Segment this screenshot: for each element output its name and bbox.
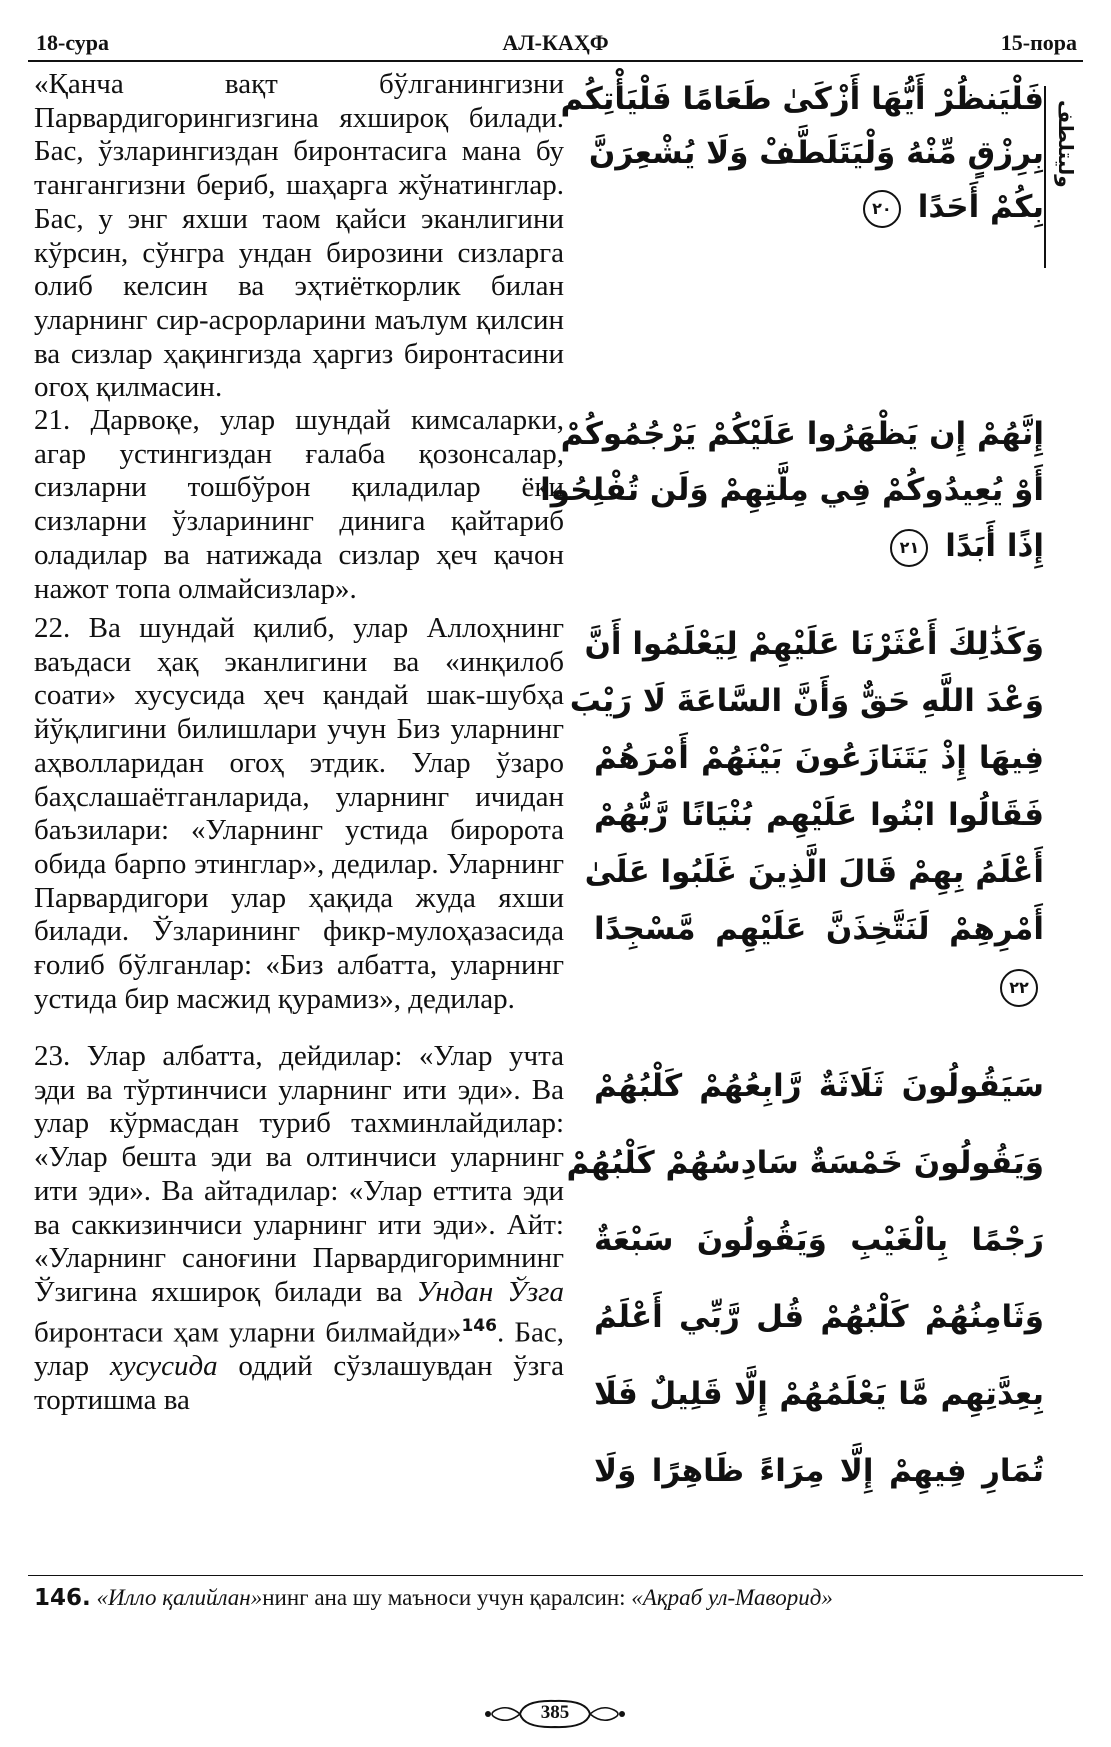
footnote-divider xyxy=(28,1575,1083,1576)
ayah-number-marker: ٢١ xyxy=(890,529,928,567)
translation-text: «Қанча вақт бўлганингизни Парвардигорингизгина яхшироқ билади. Бас, ўзларингиздан биронтасига мана бу тангангизни бериб, шаҳарга жўнатинглар. Бас, у энг яхши таом қайси эканлигини кўрсин, сўнгра ундан бирозини сизларга олиб келсин ва эҳтиёткорлик билан уларнинг сир-асрорларини маълум қилсин ва сизлар ҳақингизда ҳаргиз биронтасини огоҳ қилмасин. xyxy=(34,68,564,404)
page-number: 385 xyxy=(540,1702,570,1723)
arabic-line: وَثَامِنُهُمْ كَلْبُهُمْ قُل رَّبِّي أَعْلَمُ xyxy=(594,1299,1044,1335)
arabic-line: إِنَّهُمْ إِن يَظْهَرُوا عَلَيْكُمْ يَرْجُمُوكُمْ xyxy=(560,416,1044,452)
arabic-line: سَيَقُولُونَ ثَلَاثَةٌ رَّابِعُهُمْ كَلْبُهُمْ xyxy=(594,1068,1044,1104)
arabic-text xyxy=(569,616,1044,1015)
arabic-line: أَوْ يُعِيدُوكُمْ فِي مِلَّتِهِمْ وَلَن تُفْلِحُوا xyxy=(540,472,1044,508)
arabic-line: فِيهَا إِذْ يَتَنَازَعُونَ بَيْنَهُمْ أَمْرَهُمْ xyxy=(594,740,1044,776)
arabic-line: بِكُمْ أَحَدًا xyxy=(917,189,1044,225)
ayah-number-marker: ٢٠ xyxy=(863,190,901,228)
juz-number: 15-пора xyxy=(1000,30,1077,55)
footnote: 146. «Илло қалийлан»нинг ана шу маъноси учун қаралсин: «Ақраб ул-Маворид» xyxy=(34,1585,833,1611)
arabic-text xyxy=(560,72,1044,234)
margin-marker: ولیتلطف xyxy=(1054,100,1078,188)
arabic-line: بِعِدَّتِهِم مَّا يَعْلَمُهُمْ إِلَّا قَلِيلٌ فَلَا xyxy=(594,1376,1044,1412)
arabic-line: وَيَقُولُونَ خَمْسَةٌ سَادِسُهُمْ كَلْبُهُمْ xyxy=(566,1145,1044,1181)
arabic-line: وَعْدَ اللَّهِ حَقٌّ وَأَنَّ السَّاعَةَ لَا رَيْبَ xyxy=(569,683,1044,719)
header-divider xyxy=(28,60,1083,62)
arabic-line: رَجْمًا بِالْغَيْبِ وَيَقُولُونَ سَبْعَةٌ xyxy=(594,1222,1044,1258)
margin-divider xyxy=(1044,86,1046,268)
arabic-text xyxy=(540,406,1044,574)
arabic-line: أَعْلَمُ بِهِمْ قَالَ الَّذِينَ غَلَبُوا عَلَىٰ xyxy=(584,854,1044,890)
arabic-line: تُمَارِ فِيهِمْ إِلَّا مِرَاءً ظَاهِرًا وَلَا xyxy=(594,1453,1044,1489)
footnote-ref: 146 xyxy=(461,1315,497,1336)
translation-text: 21. Дарвоқе, улар шундай кимсаларки, агар устингиздан ғалаба қозонсалар, сизларни тошбўрон қиладилар ёки сизларни ўзларининг динига қайтариб оладилар ва натижада сизлар ҳеч қачон нажот топа олмайсизлар». xyxy=(34,404,564,605)
ayah-number-marker: ٢٢ xyxy=(1000,969,1038,1007)
arabic-line: فَلْيَنظُرْ أَيُّهَا أَزْكَىٰ طَعَامًا فَلْيَأْتِكُم xyxy=(560,81,1044,117)
translation-text: 22. Ва шундай қилиб, улар Аллоҳнинг ваъдаси ҳақ эканлигини ва «инқилоб соати» хусусида ҳеч қандай шак-шубҳа йўқлигини билишлари учун Биз уларнинг аҳволларидан огоҳ этдик. Улар ўзаро баҳслашаётганларида, уларнинг ичидан баъзилари: «Уларнинг устида биророта обида барпо этинглар», дедилар. Уларнинг Парвардигори улар ҳақида жуда яхши билади. Ўзларининг фикр-мулоҳазасида ғолиб бўлганлар: «Биз албатта, уларнинг устида бир масжид қурамиз», дедилар. xyxy=(34,612,564,1015)
arabic-line: إِذًا أَبَدًا xyxy=(945,528,1044,564)
page-header xyxy=(28,30,1083,56)
arabic-line: فَقَالُوا ابْنُوا عَلَيْهِم بُنْيَانًا رَّبُّهُمْ xyxy=(594,797,1044,833)
italic-insert: Ундан Ўзга xyxy=(416,1275,564,1308)
arabic-line: بِرِزْقٍ مِّنْهُ وَلْيَتَلَطَّفْ وَلَا يُشْعِرَنَّ xyxy=(588,135,1044,171)
arabic-line: وَكَذَٰلِكَ أَعْثَرْنَا عَلَيْهِمْ لِيَعْلَمُوا أَنَّ xyxy=(584,626,1044,662)
arabic-text xyxy=(566,1048,1044,1510)
surah-title: АЛ-КАҲФ xyxy=(502,30,609,55)
page-number-ornament xyxy=(480,1696,630,1732)
translation-text: 23. Улар албатта, дейдилар: «Улар учта эди ва тўртинчиси уларнинг ити эди». Ва улар кўрмасдан туриб тахминлайдилар: «Улар бешта эди ва олтинчиси уларнинг ити эди». Ва айтадилар: «Улар еттита эди ва саккизинчиси уларнинг ити эди». Айт: «Уларнинг саноғини Парвардигоримнинг Ўзигина яхшироқ билади ва Ундан Ўзга биронтаси ҳам уларни билмайди»$^{146}$. Бас, улар хусусида оддий сўзлашувдан ўзга тортишма ва xyxy=(34,1040,564,1416)
footnote-number: 146. xyxy=(34,1585,91,1611)
surah-number: 18-сура xyxy=(36,30,110,55)
italic-insert: хусусида xyxy=(109,1349,218,1382)
arabic-line: أَمْرِهِمْ لَنَتَّخِذَنَّ عَلَيْهِم مَّسْجِدًا xyxy=(594,911,1044,947)
